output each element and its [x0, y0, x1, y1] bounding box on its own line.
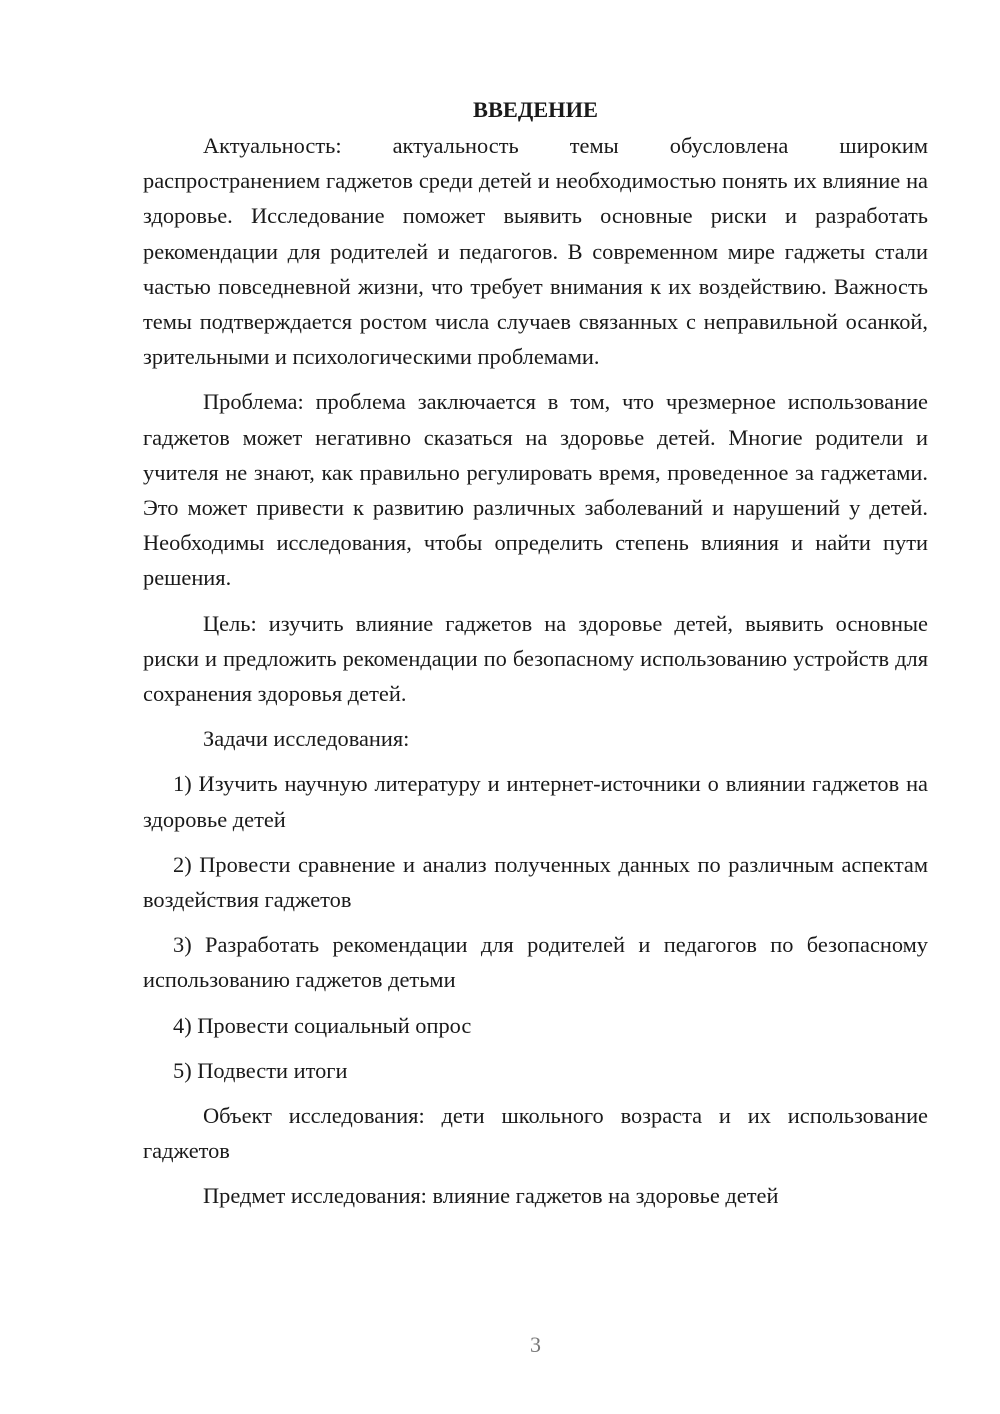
task-item-3: 3) Разработать рекомендации для родителей и педагогов по безопасному использованию гаджетов детьми	[143, 932, 928, 993]
tasks-heading: Задачи исследования:	[203, 726, 410, 752]
page-title: ВВЕДЕНИЕ	[473, 97, 598, 122]
subject-paragraph: Предмет исследования: влияние гаджетов на здоровье детей	[203, 1183, 779, 1209]
problem-paragraph: Проблема: проблема заключается в том, что чрезмерное использование гаджетов может негативно сказаться на здоровье детей. Многие родители и учителя не знают, как правильно регулировать время, проведенное за гаджетами. Это может привести к развитию различных заболеваний и нарушений у детей. Необходимы исследования, чтобы определить степень влияния и найти пути решения.	[143, 389, 928, 591]
task-item-2: 2) Провести сравнение и анализ полученных данных по различным аспектам воздействия гаджетов	[143, 851, 928, 913]
goal-paragraph: Цель: изучить влияние гаджетов на здоровье детей, выявить основные риски и предложить рекомендации по безопасному использованию устройств для сохранения здоровья детей.	[143, 610, 928, 707]
object-paragraph: Объект исследования: дети школьного возраста и их использование гаджетов	[143, 1103, 928, 1164]
page-number: 3	[530, 1332, 541, 1357]
task-item-5: 5) Подвести итоги	[173, 1057, 348, 1083]
task-item-4: 4) Провести социальный опрос	[173, 1012, 472, 1038]
task-item-1: 1) Изучить научную литературу и интернет-источники о влиянии гаджетов на здоровье детей	[143, 771, 928, 832]
relevance-paragraph: Актуальность: актуальность темы обусловлена широким распространением гаджетов среди детей и необходимостью понять их влияние на здоровье. Исследование поможет выявить основные риски и разработать рекомендации для родителей и педагогов. В современном мире гаджеты стали частью повседневной жизни, что требует внимания к их воздействию. Важность темы подтверждается ростом числа случаев связанных с неправильной осанкой, зрительными и психологическими проблемами.	[143, 133, 928, 370]
page-content	[143, 92, 928, 1214]
